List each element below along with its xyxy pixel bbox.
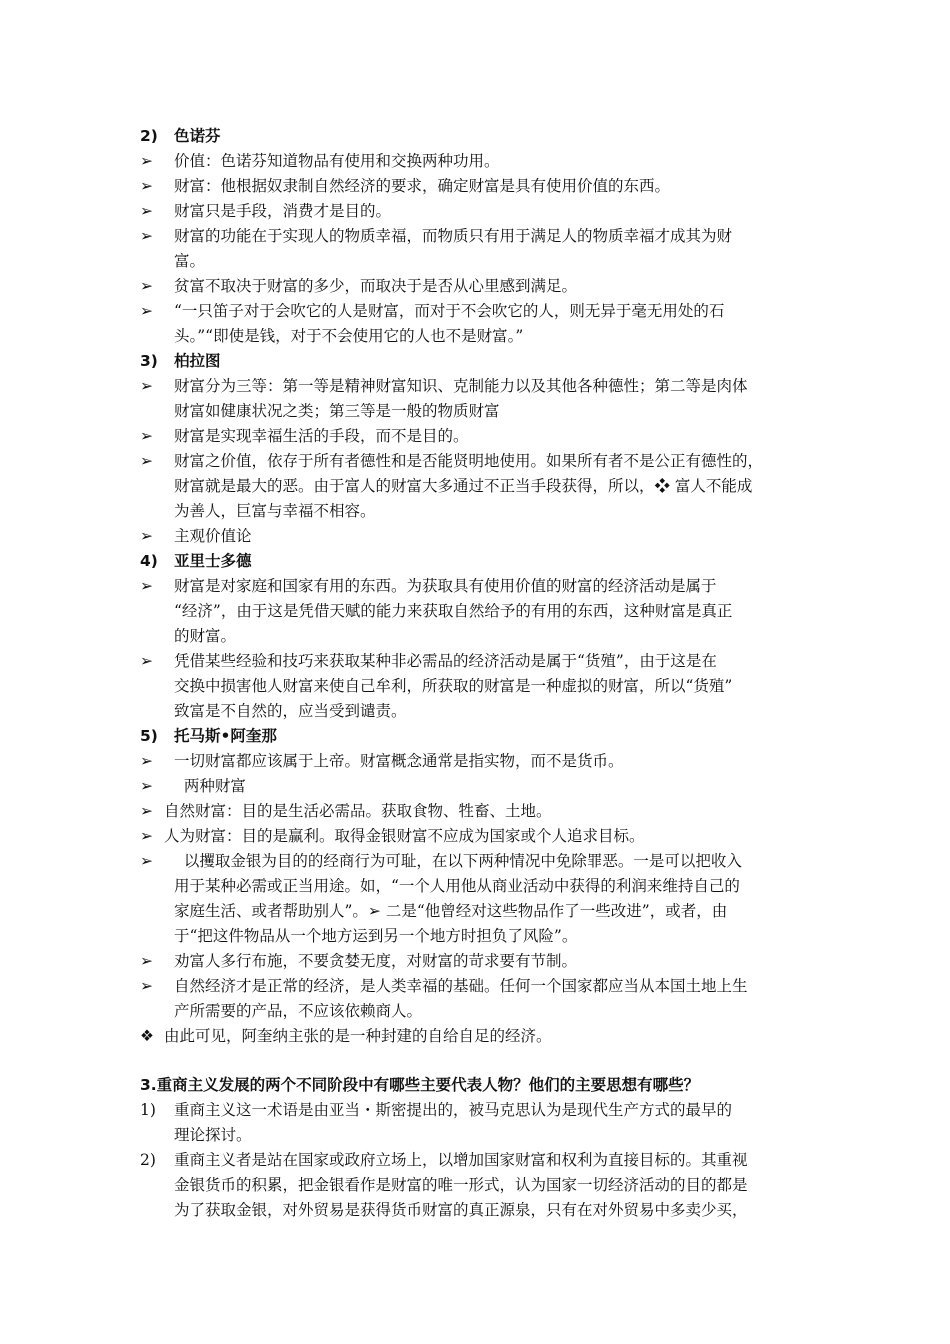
arrow-bullet-icon: ➢: [140, 652, 153, 670]
arrow-bullet-icon: ➢: [140, 452, 153, 470]
arrow-bullet-icon: ➢: [140, 177, 153, 195]
list-item-continuation: 于“把这件物品从一个地方运到另一个地方时担负了风险”。: [174, 927, 578, 945]
arrow-bullet-icon: ➢: [140, 827, 153, 845]
arrow-bullet-icon: ➢: [140, 527, 153, 545]
arrow-bullet-icon: ➢: [140, 952, 153, 970]
section-title: 亚里士多德: [174, 552, 252, 570]
list-item-continuation: 致富是不自然的，应当受到谴责。: [174, 702, 407, 720]
arrow-bullet-icon: ➢: [140, 152, 153, 170]
section-number: 3): [140, 352, 158, 370]
section-title: 托马斯•阿奎那: [174, 727, 277, 745]
section-number: 4): [140, 552, 158, 570]
arrow-bullet-icon: ➢: [140, 227, 153, 245]
item-number: 2): [140, 1151, 156, 1169]
arrow-bullet-icon: ➢: [140, 577, 153, 595]
numbered-item-continuation: 金银货币的积累，把金银看作是财富的唯一形式，认为国家一切经济活动的目的都是: [174, 1176, 748, 1194]
list-item-continuation: 家庭生活、或者帮助别人”。➢ 二是“他曾经对这些物品作了一些改进”，或者，由: [174, 902, 728, 920]
section-number: 5): [140, 727, 158, 745]
list-item-continuation: “经济”，由于这是凭借天赋的能力来获取自然给予的有用的东西，这种财富是真正: [174, 602, 733, 620]
numbered-item-continuation: 为了获取金银，对外贸易是获得货币财富的真正源泉，只有在对外贸易中多卖少买，: [174, 1201, 748, 1219]
section-number: 2): [140, 127, 158, 145]
list-item-continuation: 财富就是最大的恶。由于富人的财富大多通过不正当手段获得，所以，❖ 富人不能成: [174, 477, 753, 495]
list-item-continuation: 头。”“即使是钱，对于不会使用它的人也不是财富。”: [174, 327, 524, 345]
document-page: 2) 色诺芬 ➢ 价值：色诺芬知道物品有使用和交换两种功用。 ➢ 财富：他根据奴隶制自然经济的要求，确定财富是具有使用价值的东西。 ➢ 财富只是手段，消费才是目的。 ➢ 财富的功能在于实现人的物质幸福，而物质只有用于满足人的物质幸福才成其为财 富。 ➢ 贫富不取决于财富的多少，而取决于是否从心里感到满足。 ➢ “一只笛子对于会吹它的人是财富，而对于不会吹它的人，则无异于毫无用处的石 头。”“即使是钱，对于不会使用它的人也不是财富。” 3) 柏拉图 ➢ 财富分为三等：第一等是精神财富知识、克制能力以及其他各种德性；第二等是肉体 财富如健康状况之类；第三等是一般的物质财富 ➢ 财富是实现幸福生活的手段，而不是目的。 ➢ 财富之价值，依存于所有者德性和是否能贤明地使用。如果所有者不是公正有德性的， 财富就是最大的恶。由于富人的财富大多通过不正当手段获得，所以，❖ 富人不能成 为善人，巨富与幸福不相容。 ➢ 主观价值论 4) 亚里士多德 ➢ 财富是对家庭和国家有用的东西。为获取具有使用价值的财富的经济活动是属于 “经济”，由于这是凭借天赋的能力来获取自然给予的有用的东西，这种财富是真正 的财富。 ➢ 凭借某些经验和技巧来获取某种非必需品的经济活动是属于“货殖”，由于这是在 交换中损害他人财富来使自己牟利，所获取的财富是一种虚拟的财富，所以“货殖” 致富是不自然的，应当受到谴责。 5) 托马斯•阿奎那 ➢ 一切财富都应该属于上帝。财富概念通常是指实物，而不是货币。 ➢ 两种财富 ➢ 自然财富：目的是生活必需品。获取食物、牲畜、土地。 ➢ 人为财富：目的是赢利。取得金银财富不应成为国家或个人追求目标。 ➢ 以攫取金银为目的的经商行为可耻，在以下两种情况中免除罪恶。一是可以把收入 用于某种必需或正当用途。如，“一个人用他从商业活动中获得的利润来维持自己的 家庭生活、或者帮助别人”。➢ 二是“他曾经对这些物品作了一些改进”，或者，由 于“把这件物品从一个地方运到另一个地方时担负了风险”。 ➢ 劝富人多行布施，不要贪婪无度，对财富的苛求要有节制。 ➢ 自然经济才是正常的经济，是人类幸福的基础。任何一个国家都应当从本国土地上生 产所需要的产品，不应该依赖商人。 ❖ 由此可见，阿奎纳主张的是一种封建的自给自足的经济。 3.重商主义发展的两个不同阶段中有哪些主要代表人物？他们的主要思想有哪些？ 1) 重商主义这一术语是由亚当・斯密提出的，被马克思认为是现代生产方式的最早的 理论探讨。 2) 重商主义者是站在国家或政府立场上，以增加国家财富和权利为直接目标的。其重视 金银货币的积累，把金银看作是财富的唯一形式，认为国家一切经济活动的目的都是 为了获取金银，对外贸易是获得货币财富的真正源泉，只有在对外贸易中多卖少买，: [0, 0, 950, 1344]
arrow-bullet-icon: ➢: [140, 202, 153, 220]
numbered-item-continuation: 理论探讨。: [174, 1126, 252, 1144]
arrow-bullet-icon: ➢: [140, 427, 153, 445]
list-item-continuation: 的财富。: [174, 627, 237, 645]
section-title: 柏拉图: [174, 352, 221, 370]
list-item-continuation: 交换中损害他人财富来使自己牟利，所获取的财富是一种虚拟的财富，所以“货殖”: [174, 677, 733, 695]
list-item-continuation: 用于某种必需或正当用途。如，“一个人用他从商业活动中获得的利润来维持自己的: [174, 877, 740, 895]
list-item-continuation: 产所需要的产品，不应该依赖商人。: [174, 1002, 423, 1020]
arrow-bullet-icon: ➢: [140, 977, 153, 995]
item-number: 1): [140, 1101, 156, 1119]
question-heading: 3.重商主义发展的两个不同阶段中有哪些主要代表人物？他们的主要思想有哪些？: [140, 1076, 700, 1094]
list-item-continuation: 为善人，巨富与幸福不相容。: [174, 502, 376, 520]
arrow-bullet-icon: ➢: [140, 852, 153, 870]
arrow-bullet-icon: ➢: [140, 302, 153, 320]
arrow-bullet-icon: ➢: [140, 777, 153, 795]
arrow-bullet-icon: ➢: [140, 377, 153, 395]
arrow-bullet-icon: ➢: [140, 752, 153, 770]
diamond-bullet-icon: ❖: [140, 1027, 154, 1045]
list-item-continuation: 财富如健康状况之类；第三等是一般的物质财富: [174, 402, 500, 420]
section-title: 色诺芬: [174, 127, 221, 145]
list-item-continuation: 富。: [174, 252, 206, 270]
arrow-bullet-icon: ➢: [140, 277, 153, 295]
arrow-bullet-icon: ➢: [140, 802, 153, 820]
